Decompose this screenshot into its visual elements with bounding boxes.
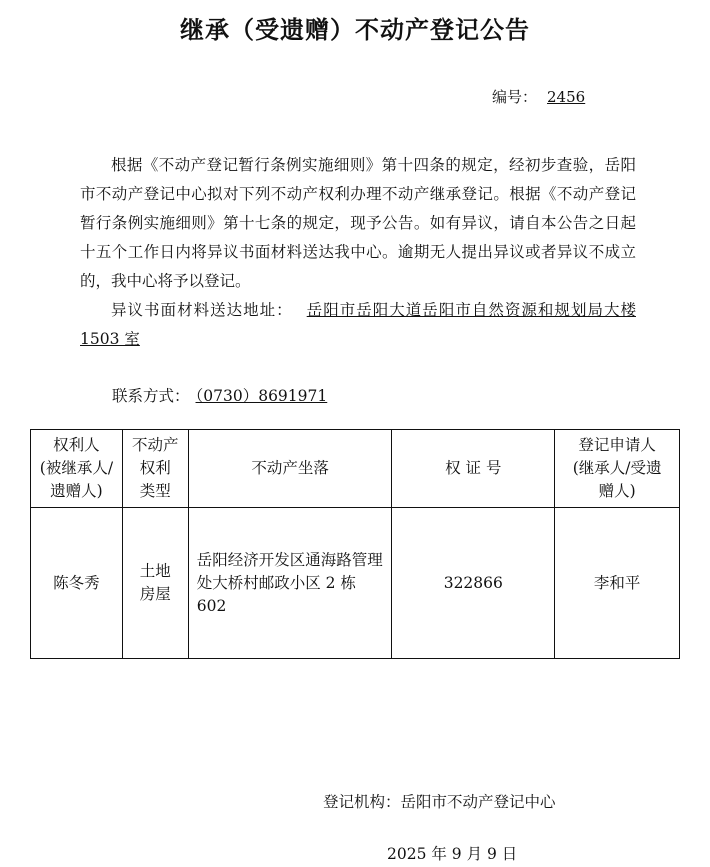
address-label: 异议书面材料送达地址：	[111, 301, 293, 319]
announcement-paragraph: 根据《不动产登记暂行条例实施细则》第十四条的规定，经初步查验，岳阳市不动产登记中心拟对下列不动产权利办理不动产继承登记。根据《不动产登记暂行条例实施细则》第十七条的规定，现予公告。如有异议，请自本公告之日起十五个工作日内将异议书面材料送达我中心。逾期无人提出异议或者异议不成立的，我中心将予以登记。	[80, 156, 636, 290]
address-value: 岳阳市岳阳大道岳阳市自然资源和规划局大楼 1503 室	[80, 301, 636, 348]
cell-right-type: 土地 房屋	[122, 508, 188, 659]
cell-owner: 陈冬秀	[31, 508, 123, 659]
header-certificate: 权 证 号	[392, 430, 555, 508]
registry-table	[30, 429, 680, 659]
page-title: 继承（受遗赠）不动产登记公告	[180, 16, 530, 44]
contact-line	[112, 384, 345, 406]
contact-label: 联系方式：	[112, 387, 190, 405]
document-number	[492, 86, 585, 107]
contact-value: （0730）8691971	[195, 387, 328, 405]
header-right-type: 不动产 权利 类型	[122, 430, 188, 508]
table-header-row	[31, 430, 680, 508]
header-location: 不动产坐落	[188, 430, 392, 508]
announcement-body	[80, 151, 636, 354]
number-value: 2456	[547, 88, 586, 106]
number-label: 编号：	[492, 88, 538, 106]
cell-applicant: 李和平	[555, 508, 680, 659]
announcement-date: 2025 年 9 月 9 日	[387, 845, 518, 863]
objection-address	[80, 296, 636, 354]
table-row	[31, 508, 680, 659]
cell-certificate: 322866	[392, 508, 555, 659]
registration-authority: 登记机构：岳阳市不动产登记中心	[323, 793, 556, 811]
header-owner: 权利人 (被继承人/ 遗赠人)	[31, 430, 123, 508]
cell-location: 岳阳经济开发区通海路管理处大桥村邮政小区 2 栋 602	[188, 508, 392, 659]
header-applicant: 登记申请人 (继承人/受遗 赠人)	[555, 430, 680, 508]
